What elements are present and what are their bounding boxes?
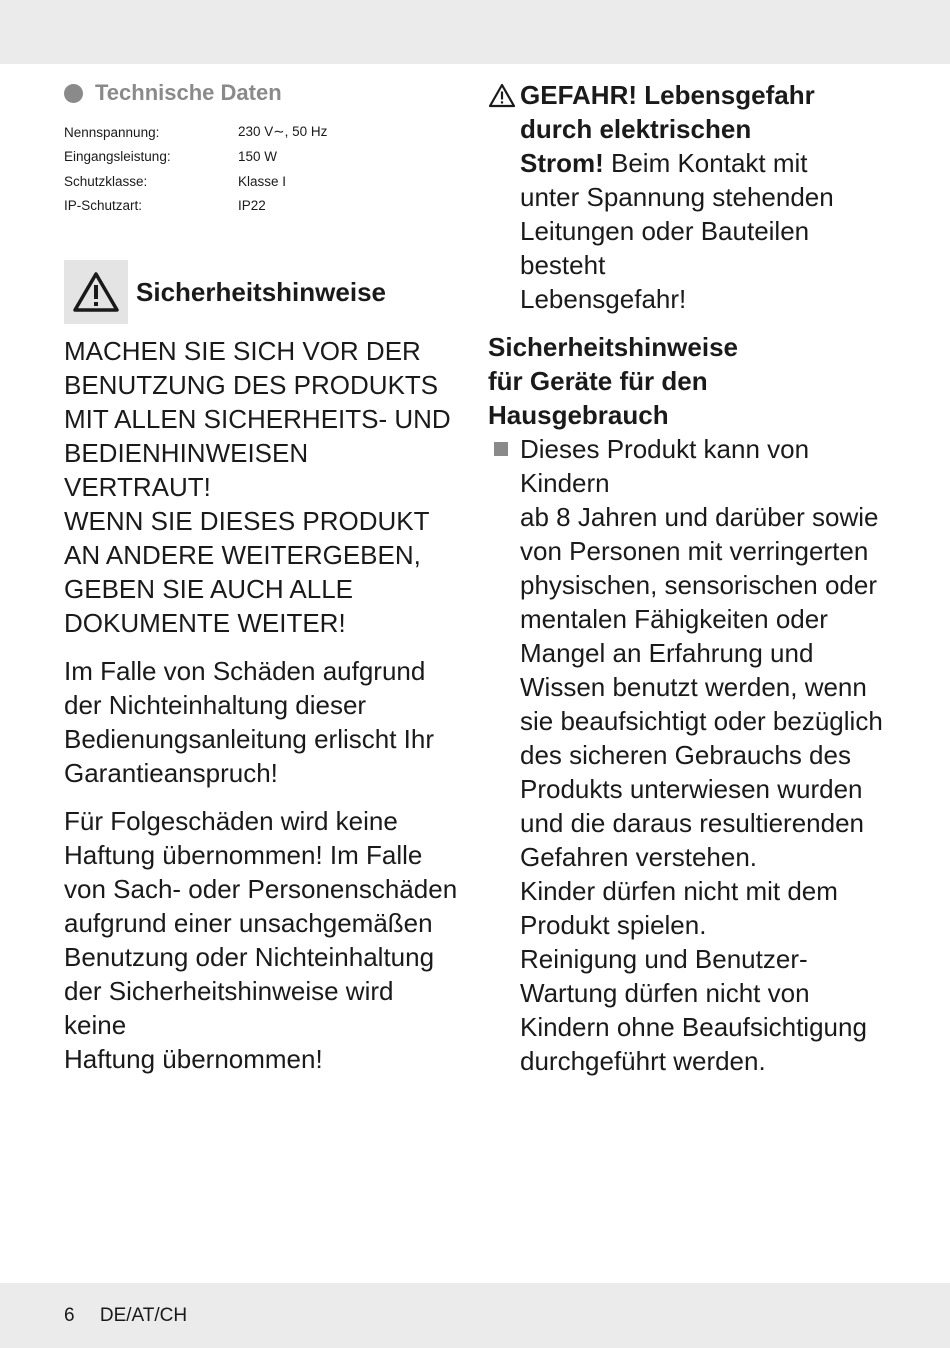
- text-line: Haftung übernommen! Im Falle: [64, 840, 423, 870]
- bullet-dot-icon: [64, 84, 83, 103]
- household-heading: [488, 330, 898, 432]
- text-line: Haftung übernommen!: [64, 1044, 323, 1074]
- safety-heading: [64, 260, 459, 324]
- caps-line: MACHEN SIE SICH VOR DER: [64, 336, 421, 366]
- text-line: sie beaufsichtigt oder bezüglich: [520, 706, 883, 736]
- warning-triangle-icon: [488, 83, 516, 108]
- top-band: [0, 0, 950, 64]
- text-line: Wissen benutzt werden, wenn: [520, 672, 867, 702]
- caps-line: MIT ALLEN SICHERHEITS- UND: [64, 404, 451, 434]
- warning-triangle-icon: [72, 271, 120, 313]
- heading-line: Hausgebrauch: [488, 400, 669, 430]
- spec-value: IP22: [238, 198, 266, 214]
- safety-caps-notice: [64, 334, 459, 640]
- text-line: Für Folgeschäden wird keine: [64, 806, 398, 836]
- text-line: aufgrund einer unsachgemäßen: [64, 908, 433, 938]
- spec-row: [64, 169, 459, 194]
- spec-label: Eingangsleistung:: [64, 149, 171, 165]
- list-item: [488, 432, 898, 1078]
- square-bullet-icon: [494, 442, 508, 456]
- warning-box: [64, 260, 128, 324]
- danger-text-line: unter Spannung stehenden: [520, 182, 834, 212]
- text-line: Bedienungsanleitung erlischt Ihr: [64, 724, 435, 754]
- danger-title-line: durch elektrischen: [520, 114, 752, 144]
- region-label: DE/AT/CH: [99, 1305, 188, 1326]
- text-line: und die daraus resultierenden: [520, 808, 865, 838]
- warranty-paragraph: [64, 654, 459, 790]
- caps-line: BENUTZUNG DES PRODUKTS: [64, 370, 439, 400]
- spec-row: [64, 120, 459, 145]
- spec-label: IP-Schutzart:: [64, 198, 143, 214]
- danger-notice: [488, 78, 898, 316]
- text-line: Produkts unterwiesen wurden: [520, 774, 863, 804]
- spec-row: [64, 145, 459, 170]
- danger-text: Beim Kontakt mit: [603, 148, 808, 178]
- spec-table: [64, 120, 459, 218]
- liability-paragraph: [64, 804, 459, 1076]
- text-line: physischen, sensorischen oder: [520, 570, 877, 600]
- caps-line: AN ANDERE WEITERGEBEN,: [64, 540, 421, 570]
- text-line: von Sach- oder Personenschäden: [64, 874, 458, 904]
- text-line: Mangel an Erfahrung und: [520, 638, 814, 668]
- right-column: [488, 78, 898, 1078]
- text-line: des sicheren Gebrauchs des: [520, 740, 851, 770]
- safety-title: Sicherheitshinweise: [136, 276, 386, 307]
- text-line: der Nichteinhaltung dieser: [64, 690, 367, 720]
- caps-line: GEBEN SIE AUCH ALLE: [64, 574, 354, 604]
- tech-data-title: Technische Daten: [95, 80, 282, 105]
- danger-title-line: GEFAHR! Lebensgefahr: [520, 80, 815, 110]
- danger-text-line: Lebensgefahr!: [520, 284, 687, 314]
- text-line: mentalen Fähigkeiten oder: [520, 604, 828, 634]
- caps-line: BEDIENHINWEISEN VERTRAUT!: [64, 438, 309, 502]
- text-line: Kinder dürfen nicht mit dem: [520, 876, 838, 906]
- text-line: Reinigung und Benutzer-: [520, 944, 808, 974]
- danger-title-line: Strom!: [520, 148, 604, 178]
- text-line: von Personen mit verringerten: [520, 536, 869, 566]
- text-line: Kindern ohne Beaufsichtigung: [520, 1012, 867, 1042]
- text-line: Garantieanspruch!: [64, 758, 278, 788]
- text-line: Dieses Produkt kann von Kindern: [520, 434, 810, 498]
- spec-label: Nennspannung:: [64, 124, 160, 140]
- left-column: [64, 78, 459, 1076]
- text-line: Produkt spielen.: [520, 910, 707, 940]
- text-line: durchgeführt werden.: [520, 1046, 766, 1076]
- text-line: ab 8 Jahren und darüber sowie: [520, 502, 879, 532]
- heading-line: Sicherheitshinweise: [488, 332, 738, 362]
- spec-value: Klasse I: [238, 173, 287, 189]
- caps-line: WENN SIE DIESES PRODUKT: [64, 506, 430, 536]
- text-line: Wartung dürfen nicht von: [520, 978, 810, 1008]
- page-number: 6: [64, 1305, 75, 1326]
- text-line: Gefahren verstehen.: [520, 842, 758, 872]
- caps-line: DOKUMENTE WEITER!: [64, 608, 346, 638]
- text-line: Benutzung oder Nichteinhaltung: [64, 942, 435, 972]
- spec-row: [64, 194, 459, 219]
- text-line: Im Falle von Schäden aufgrund: [64, 656, 426, 686]
- heading-line: für Geräte für den: [488, 366, 708, 396]
- page-footer: [64, 1305, 187, 1327]
- spec-label: Schutzklasse:: [64, 173, 148, 189]
- spec-value: 150 W: [238, 149, 278, 165]
- danger-text-line: Leitungen oder Bauteilen besteht: [520, 216, 810, 280]
- spec-value: 230 V∼, 50 Hz: [238, 124, 328, 140]
- text-line: der Sicherheitshinweise wird keine: [64, 976, 394, 1040]
- tech-data-heading: [64, 78, 459, 108]
